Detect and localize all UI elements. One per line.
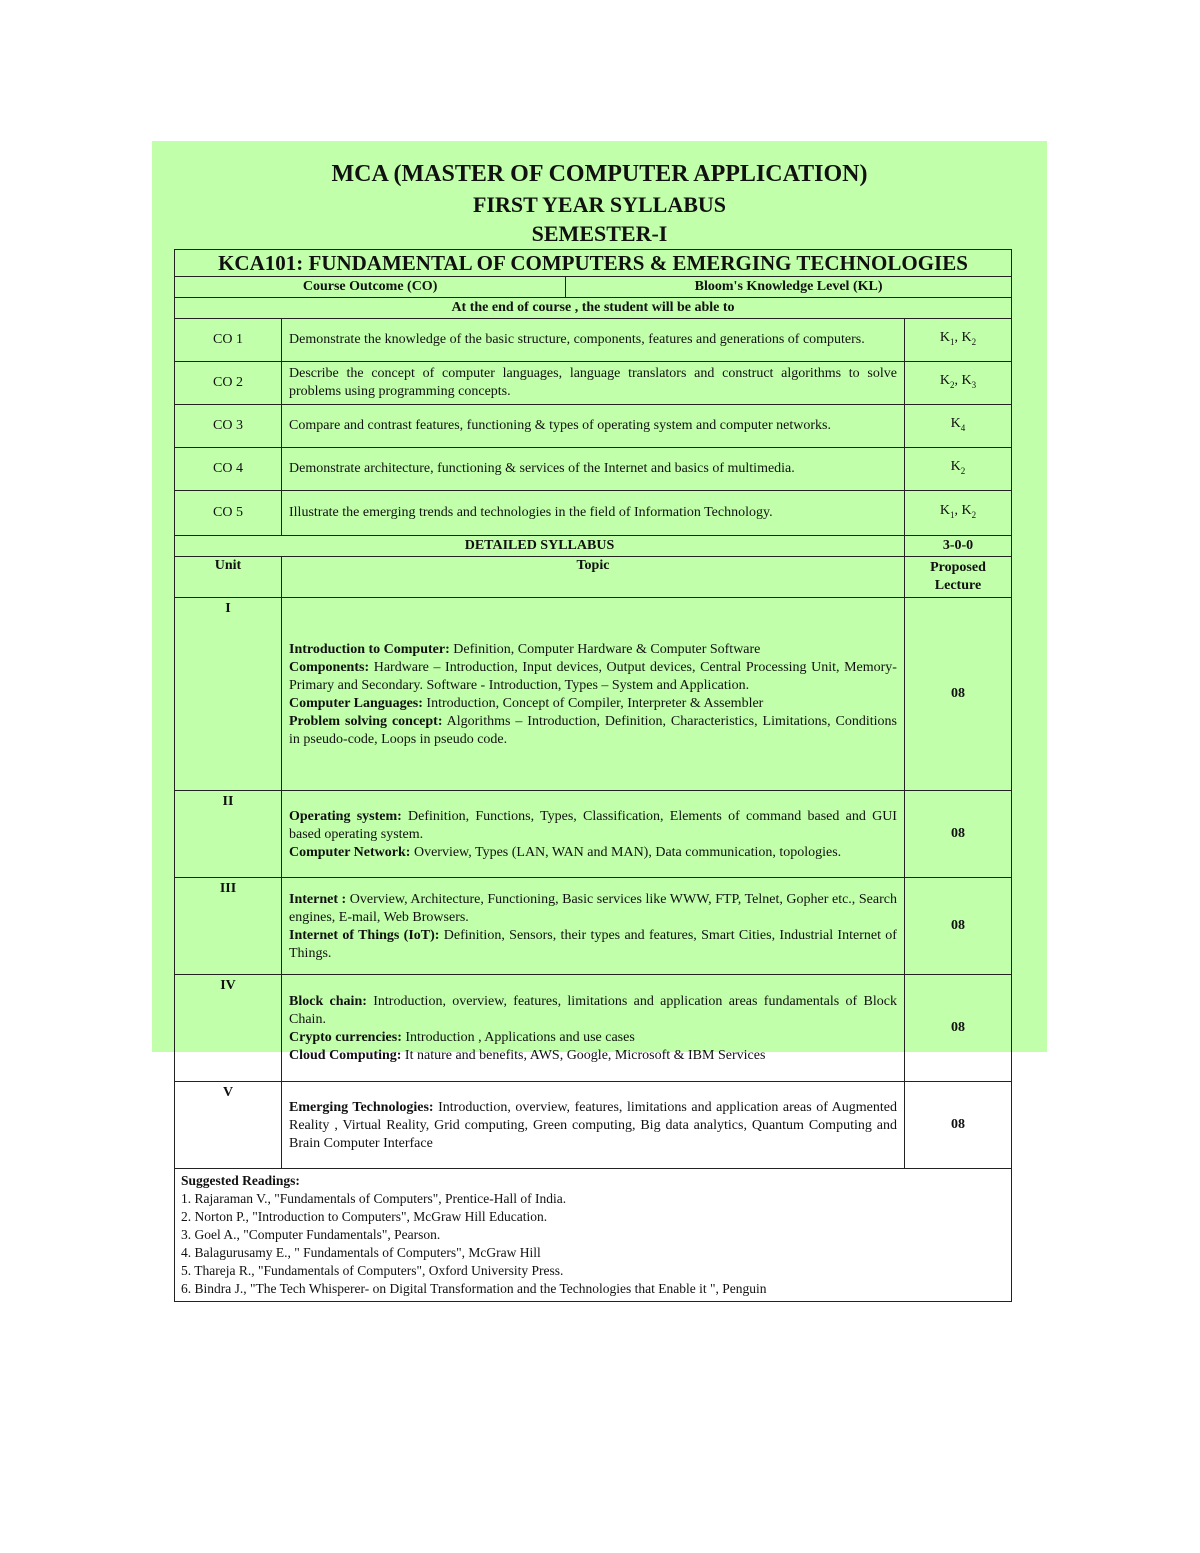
topic-paragraph xyxy=(289,1029,897,1047)
course-outcomes xyxy=(175,319,1012,536)
co-kl: $K_2$, $K_3$ xyxy=(904,362,1011,405)
unit-lectures: 08 xyxy=(904,975,1011,1082)
unit-row xyxy=(175,975,1012,1082)
topic-text: Hardware – Introduction, Input devices, Output devices, Central Processing Unit, Memory- Primary and Secondary. Software - Introduction, Types – System and Application. xyxy=(289,659,897,693)
topic-heading: Internet : xyxy=(289,891,347,907)
topic-text: Definition, Functions, Types, Classification, Elements of command based and GUI based operating system. xyxy=(289,808,897,842)
co-row xyxy=(175,405,1012,448)
topic-text: Overview, Architecture, Functioning, Basic services like WWW, FTP, Telnet, Gopher etc., Search engines, E-mail, Web Browsers. xyxy=(289,891,897,925)
unit-lectures: 08 xyxy=(904,598,1011,791)
unit-number: IV xyxy=(175,975,282,1082)
unit-topics xyxy=(282,975,905,1082)
topic-heading: Emerging Technologies: xyxy=(289,1099,434,1115)
semester-title: SEMESTER-I xyxy=(531,221,668,246)
topic-paragraph xyxy=(289,993,897,1029)
topic-paragraph xyxy=(289,927,897,963)
unit-header: Unit xyxy=(175,557,282,598)
unit-lectures: 08 xyxy=(904,1082,1011,1169)
co-row xyxy=(175,362,1012,405)
kl-header: Bloom's Knowledge Level (KL) xyxy=(694,279,883,294)
topic-paragraph xyxy=(289,713,897,749)
co-text: Compare and contrast features, functioning & types of operating system and computer networks. xyxy=(282,405,905,448)
topic-heading: Components: xyxy=(289,659,370,675)
unit-topics xyxy=(282,598,905,791)
topic-text: Algorithms – Introduction, Definition, Characteristics, Limitations, Conditions in pseudo-code, Loops in pseudo code. xyxy=(289,713,897,747)
unit-number: I xyxy=(175,598,282,791)
reading-item: 6. Bindra J., "The Tech Whisperer- on Digital Transformation and the Technologies that Enable it ", Penguin xyxy=(181,1281,767,1296)
topic-heading: Cloud Computing: xyxy=(289,1047,402,1063)
co-label: CO 4 xyxy=(175,448,282,491)
reading-item: 4. Balagurusamy E., " Fundamentals of Computers", McGraw Hill xyxy=(181,1245,541,1260)
unit-number: II xyxy=(175,791,282,878)
co-label: CO 3 xyxy=(175,405,282,448)
co-label: CO 5 xyxy=(175,491,282,536)
topic-text: Definition, Computer Hardware & Computer Software xyxy=(449,641,761,657)
co-kl: $K_2$ xyxy=(904,448,1011,491)
unit-row xyxy=(175,878,1012,975)
syllabus-table xyxy=(174,249,1012,1302)
topic-heading: Internet of Things (IoT): xyxy=(289,927,440,943)
topic-text: Introduction, overview, features, limitations and application areas of Augmented Reality , Virtual Reality, Grid computing, Green computing, Big data analytics, Quantum Computing and Brain Computer Interface xyxy=(289,1099,897,1151)
unit-topics xyxy=(282,1082,905,1169)
reading-item: 3. Goel A., "Computer Fundamentals", Pearson. xyxy=(181,1227,441,1242)
topic-paragraph xyxy=(289,695,897,713)
reading-item: 1. Rajaraman V., "Fundamentals of Computers", Prentice-Hall of India. xyxy=(181,1191,567,1206)
co-kl: $K_1$, $K_2$ xyxy=(904,319,1011,362)
unit-topics xyxy=(282,878,905,975)
topic-text: It nature and benefits, AWS, Google, Microsoft & IBM Services xyxy=(401,1047,766,1063)
unit-number: V xyxy=(175,1082,282,1169)
co-label: CO 2 xyxy=(175,362,282,405)
topic-paragraph xyxy=(289,891,897,927)
co-row xyxy=(175,491,1012,536)
syllabus-page xyxy=(152,141,1047,1296)
syllabus-units xyxy=(175,598,1012,1169)
topic-paragraph xyxy=(289,641,897,659)
lecture-header: Proposed Lecture xyxy=(904,557,1011,598)
co-kl: $K_4$ xyxy=(904,405,1011,448)
topic-heading: Problem solving concept: xyxy=(289,713,443,729)
suggested-readings xyxy=(175,1169,1012,1302)
co-kl: $K_1$, $K_2$ xyxy=(904,491,1011,536)
co-text: Demonstrate architecture, functioning & services of the Internet and basics of multimedia. xyxy=(282,448,905,491)
unit-row xyxy=(175,598,1012,791)
readings-list xyxy=(181,1190,1005,1298)
detailed-syllabus-title: DETAILED SYLLABUS xyxy=(175,536,905,557)
unit-topics xyxy=(282,791,905,878)
co-text: Describe the concept of computer languages, language translators and construct algorithms to solve problems using programming concepts. xyxy=(282,362,905,405)
topic-paragraph xyxy=(289,844,897,862)
topic-heading: Computer Languages: xyxy=(289,695,423,711)
unit-lectures: 08 xyxy=(904,878,1011,975)
topic-paragraph xyxy=(289,659,897,695)
unit-row xyxy=(175,791,1012,878)
co-row xyxy=(175,448,1012,491)
topic-heading: Introduction to Computer: xyxy=(289,641,450,657)
reading-item: 2. Norton P., "Introduction to Computers", McGraw Hill Education. xyxy=(181,1209,548,1224)
topic-text: Introduction, overview, features, limitations and application areas fundamentals of Block Chain. xyxy=(289,993,897,1027)
topic-text: Introduction, Concept of Compiler, Interpreter & Assembler xyxy=(422,695,764,711)
course-intro: At the end of course , the student will be able to xyxy=(175,298,1012,319)
year-title: FIRST YEAR SYLLABUS xyxy=(472,192,727,217)
topic-heading: Block chain: xyxy=(289,993,367,1009)
topic-paragraph xyxy=(289,1047,897,1065)
topic-heading: Operating system: xyxy=(289,808,402,824)
unit-lectures: 08 xyxy=(904,791,1011,878)
unit-row xyxy=(175,1082,1012,1169)
co-text: Demonstrate the knowledge of the basic structure, components, features and generations of computers. xyxy=(282,319,905,362)
topic-header: Topic xyxy=(282,557,905,598)
co-row xyxy=(175,319,1012,362)
topic-text: Definition, Sensors, their types and features, Smart Cities, Industrial Internet of Things. xyxy=(289,927,897,961)
topic-paragraph xyxy=(289,1099,897,1153)
co-header: Course Outcome (CO) xyxy=(175,277,566,297)
co-text: Illustrate the emerging trends and technologies in the field of Information Technology. xyxy=(282,491,905,536)
topic-text: Overview, Types (LAN, WAN and MAN), Data communication, topologies. xyxy=(410,844,842,860)
reading-item: 5. Thareja R., "Fundamentals of Computers", Oxford University Press. xyxy=(181,1263,564,1278)
topic-paragraph xyxy=(289,808,897,844)
topic-heading: Computer Network: xyxy=(289,844,411,860)
course-title: KCA101: FUNDAMENTAL OF COMPUTERS & EMERGING TECHNOLOGIES xyxy=(175,250,1012,277)
unit-number: III xyxy=(175,878,282,975)
ltp: 3-0-0 xyxy=(904,536,1011,557)
program-title: MCA (MASTER OF COMPUTER APPLICATION) xyxy=(331,161,868,187)
readings-title: Suggested Readings: xyxy=(181,1173,300,1188)
topic-text: Introduction , Applications and use cases xyxy=(401,1029,635,1045)
co-label: CO 1 xyxy=(175,319,282,362)
topic-heading: Crypto currencies: xyxy=(289,1029,402,1045)
